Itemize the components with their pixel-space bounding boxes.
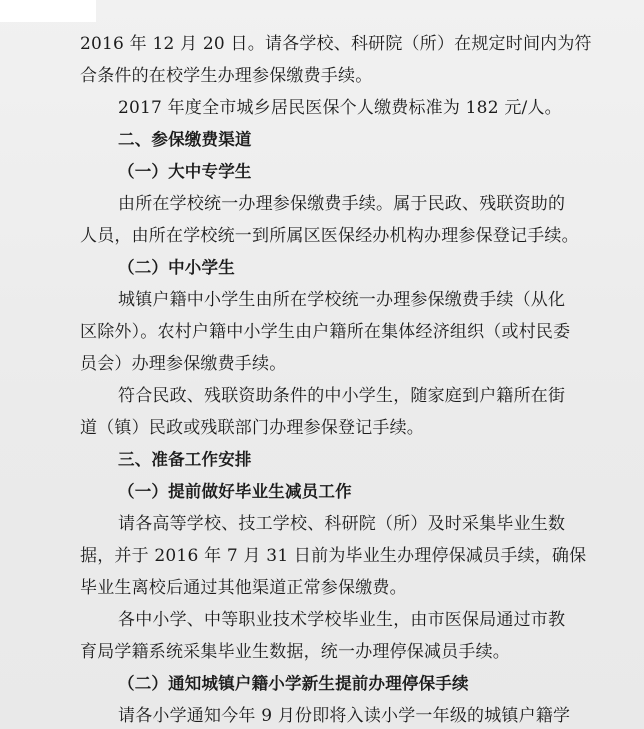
section-heading: 二、参保缴费渠道	[118, 130, 252, 149]
body-paragraph-start: 各中小学、中等职业技术学校毕业生，由市医保局通过市教	[118, 610, 566, 630]
scan-corner-mark	[0, 0, 96, 22]
body-paragraph-start: 请各高等学校、技工学校、科研院（所）及时采集毕业生数	[118, 514, 566, 534]
body-paragraph-start: 符合民政、残联资助条件的中小学生，随家庭到户籍所在街	[118, 386, 566, 406]
subsection-heading: （一）提前做好毕业生减员工作	[118, 482, 352, 501]
body-line: 2016 年 12 月 20 日。请各学校、科研院（所）在规定时间内为符	[80, 34, 592, 54]
body-line: 据，并于 2016 年 7 月 31 日前为毕业生办理停保减员手续，确保	[80, 546, 587, 566]
body-line: 道（镇）民政或残联部门办理参保登记手续。	[80, 418, 424, 438]
body-paragraph-start: 城镇户籍中小学生由所在学校统一办理参保缴费手续（从化	[118, 290, 566, 310]
subsection-heading: （二）中小学生	[118, 258, 235, 277]
body-line: 育局学籍系统采集毕业生数据，统一办理停保减员手续。	[80, 642, 510, 662]
subsection-heading: （一）大中专学生	[118, 162, 252, 181]
body-line: 毕业生离校后通过其他渠道正常参保缴费。	[80, 578, 407, 598]
body-paragraph-start: 由所在学校统一办理参保缴费手续。属于民政、残联资助的	[118, 194, 566, 214]
body-paragraph-start: 请各小学通知今年 9 月份即将入读小学一年级的城镇户籍学	[118, 706, 571, 726]
section-heading: 三、准备工作安排	[118, 450, 252, 469]
body-paragraph-start: 2017 年度全市城乡居民医保个人缴费标准为 182 元/人。	[118, 98, 562, 118]
body-line: 合条件的在校学生办理参保缴费手续。	[80, 66, 373, 86]
body-line: 区除外）。农村户籍中小学生由户籍所在集体经济组织（或村民委	[80, 322, 571, 342]
body-line: 人员，由所在学校统一到所属区医保经办机构办理参保登记手续。	[80, 226, 579, 246]
subsection-heading: （二）通知城镇户籍小学新生提前办理停保手续	[118, 674, 469, 693]
body-line: 员会）办理参保缴费手续。	[80, 354, 287, 374]
